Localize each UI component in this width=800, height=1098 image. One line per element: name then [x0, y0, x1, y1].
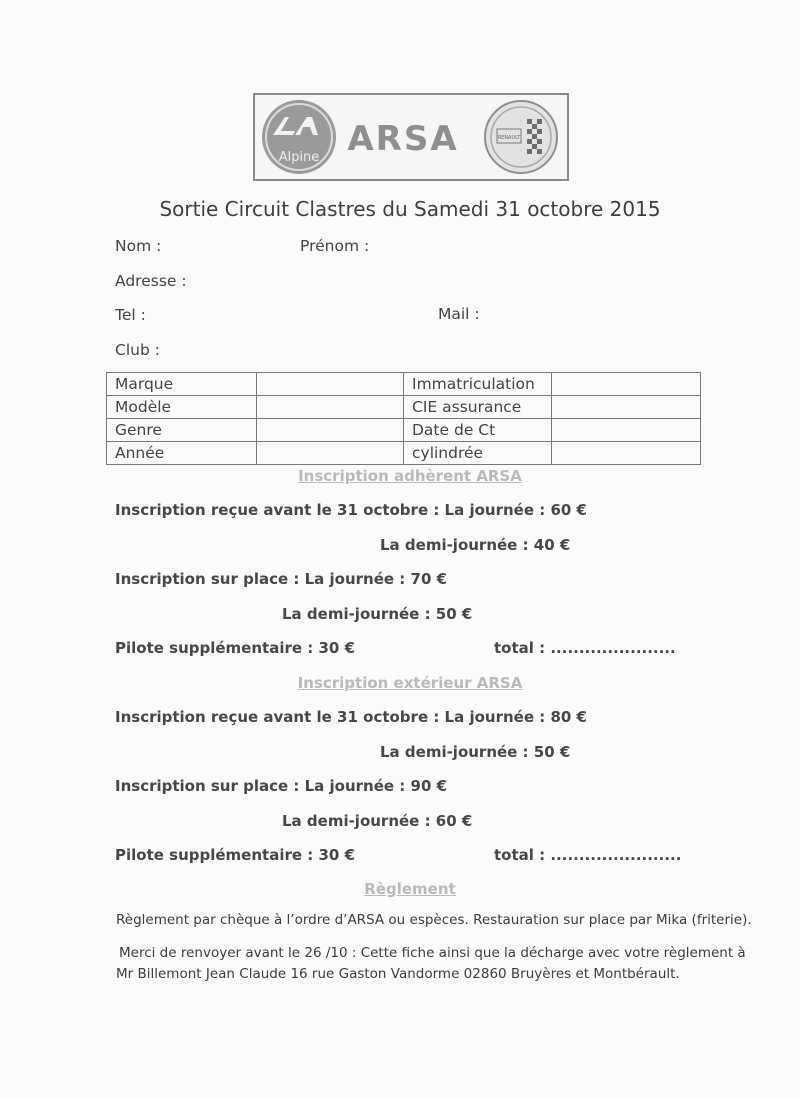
vehicle-value-cell[interactable]: [257, 373, 404, 396]
vehicle-label-cell: Immatriculation: [404, 373, 552, 396]
logo-graphic: [255, 95, 567, 179]
adherent-onsite-day: Inscription sur place : La journée : 70 €: [115, 570, 448, 588]
club-label: Club :: [115, 341, 160, 359]
exterieur-heading: Inscription extérieur ARSA: [297, 674, 523, 692]
exterieur-extra-pilot: Pilote supplémentaire : 30 €: [115, 846, 356, 864]
reglement-heading: Règlement: [364, 880, 456, 898]
adherent-total: total : ......................: [494, 639, 676, 657]
vehicle-label-cell: cylindrée: [404, 442, 552, 465]
table-row: [107, 373, 701, 396]
exterieur-onsite-day: Inscription sur place : La journée : 90 €: [115, 777, 448, 795]
alpine-logo: [262, 100, 336, 174]
vehicle-value-cell[interactable]: [257, 442, 404, 465]
vehicle-table: [106, 372, 701, 465]
renault-logo: [485, 101, 557, 173]
adherent-extra-pilot: Pilote supplémentaire : 30 €: [115, 639, 356, 657]
adherent-onsite-half: La demi-journée : 50 €: [282, 605, 473, 623]
exterieur-total: total : .......................: [494, 846, 682, 864]
vehicle-value-cell[interactable]: [257, 396, 404, 419]
adherent-advance-half: La demi-journée : 40 €: [380, 536, 571, 554]
table-row: [107, 419, 701, 442]
vehicle-value-cell[interactable]: [552, 396, 701, 419]
vehicle-label-cell: Genre: [107, 419, 257, 442]
page-title: Sortie Circuit Clastres du Samedi 31 octobre 2015: [159, 197, 661, 221]
vehicle-label-cell: Modèle: [107, 396, 257, 419]
vehicle-value-cell[interactable]: [552, 442, 701, 465]
prenom-label: Prénom :: [300, 237, 370, 255]
renault-word: RENAULT: [497, 135, 521, 141]
adherent-advance-day: Inscription reçue avant le 31 octobre : La journée : 60 €: [115, 501, 587, 519]
vehicle-label-cell: CIE assurance: [404, 396, 552, 419]
vehicle-label-cell: Année: [107, 442, 257, 465]
vehicle-label-cell: Marque: [107, 373, 257, 396]
vehicle-label-cell: Date de Ct: [404, 419, 552, 442]
exterieur-advance-half: La demi-journée : 50 €: [380, 743, 571, 761]
reglement-line-3: Mr Billemont Jean Claude 16 rue Gaston Vandorme 02860 Bruyères et Montbérault.: [116, 966, 680, 982]
alpine-word: Alpine: [278, 150, 320, 165]
arsa-wordmark: ARSA: [347, 119, 459, 159]
vehicle-value-cell[interactable]: [552, 373, 701, 396]
adherent-heading: Inscription adhèrent ARSA: [298, 467, 522, 485]
table-row: [107, 442, 701, 465]
exterieur-advance-day: Inscription reçue avant le 31 octobre : La journée : 80 €: [115, 708, 587, 726]
exterieur-onsite-half: La demi-journée : 60 €: [282, 812, 473, 830]
reglement-line-1: Règlement par chèque à l’ordre d’ARSA ou espèces. Restauration sur place par Mika (friterie).: [116, 912, 752, 928]
tel-label: Tel :: [115, 306, 146, 324]
mail-label: Mail :: [438, 305, 480, 323]
logo-banner: [253, 93, 569, 181]
table-row: [107, 396, 701, 419]
adresse-label: Adresse :: [115, 272, 187, 290]
vehicle-value-cell[interactable]: [552, 419, 701, 442]
reglement-line-2: Merci de renvoyer avant le 26 /10 : Cette fiche ainsi que la décharge avec votre règlement à: [119, 945, 746, 961]
nom-label: Nom :: [115, 237, 162, 255]
vehicle-value-cell[interactable]: [257, 419, 404, 442]
